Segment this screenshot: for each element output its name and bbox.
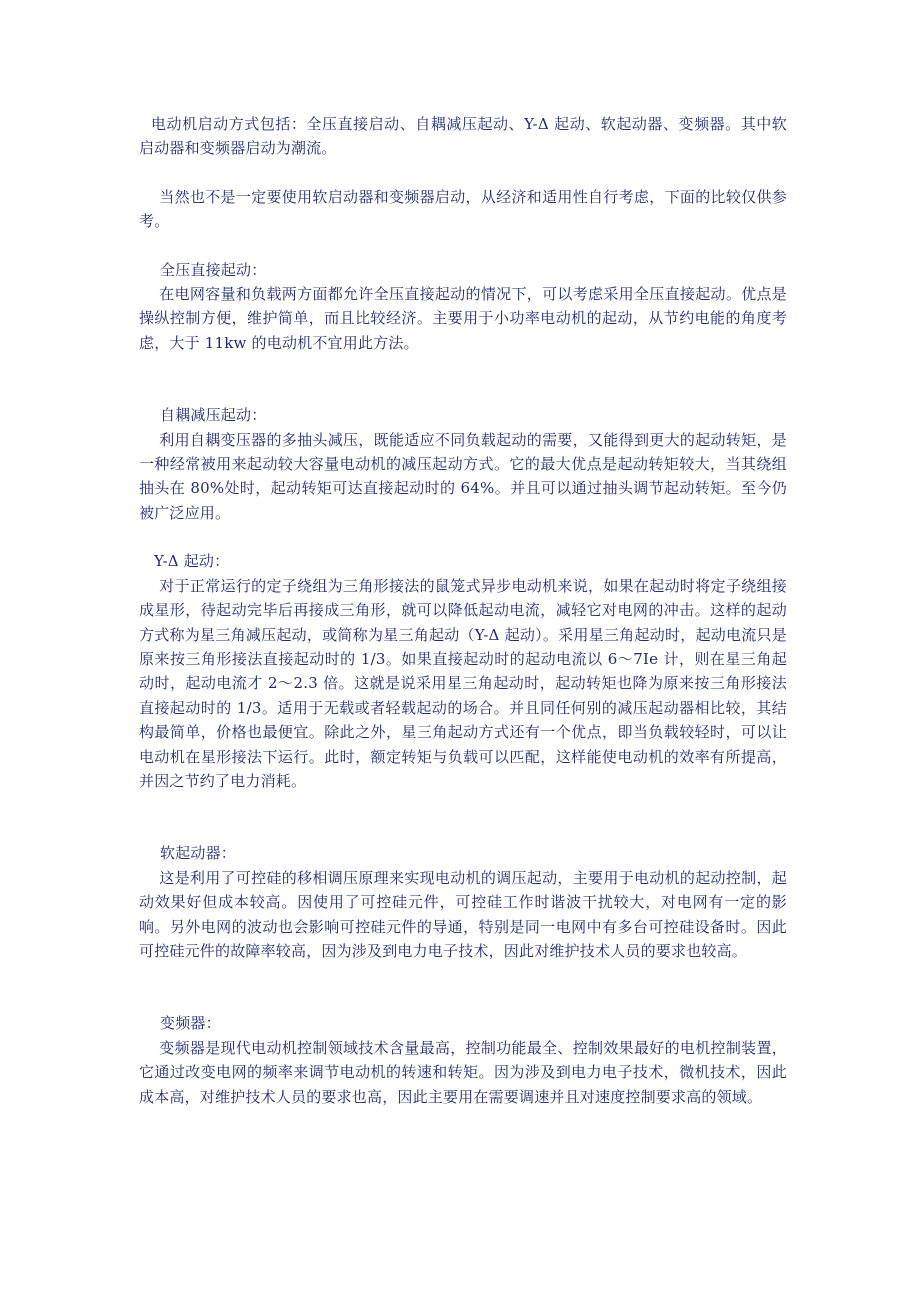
section-heading-vfd: 变频器： [160, 1014, 221, 1033]
section-body-autotransformer: 利用自耦变压器的多抽头减压，既能适应不同负载起动的需要，又能得到更大的起动转矩，是一种经常被用来起动较大容量电动机的减压起动方式。它的最大优点是起动转矩较大，当其绕组抽头在 80%处时，起动转矩可达直接起动时的 64%。并且可以通过抽头调节起动转矩。至今仍被广泛应用。 [139, 430, 787, 522]
section-body-star-delta: 对于正常运行的定子绕组为三角形接法的鼠笼式异步电动机来说，如果在起动时将定子绕组接成星形，待起动完毕后再接成三角形，就可以降低起动电流，减轻它对电网的冲击。这样的起动方式称为星三角减压起动，或简称为星三角起动（Y-Δ 起动）。采用星三角起动时，起动电流只是原来按三角形接法直接起动时的 1/3。如果直接起动时的起动电流以 6～7Ie 计，则在星三角起动时，起动电流才 2～2.3 倍。这就是说采用星三角起动时，起动转矩也降为原来按三角形接法直接起动时的 1/3。适用于无载或者轻载起动的场合。并且同任何别的减压起动器相比较，其结构最简单，价格也最便宜。除此之外，星三角起动方式还有一个优点，即当负载较轻时，可以让电动机在星形接法下运行。此时，额定转矩与负载可以匹配，这样能使电动机的效率有所提高，并因之节约了电力消耗。 [139, 576, 787, 790]
spacer [139, 793, 787, 841]
section-heading-autotransformer: 自耦减压起动： [160, 406, 267, 425]
spacer [139, 355, 787, 403]
section-body-vfd: 变频器是现代电动机控制领域技术含量最高，控制功能最全、控制效果最好的电机控制装置，它通过改变电网的频率来调节电动机的转速和转矩。因为涉及到电力电子技术，微机技术，因此成本高，对维护技术人员的要求也高，因此主要用在需要调速并且对速度控制要求高的领域。 [139, 1038, 787, 1106]
section-heading-star-delta: Y-Δ 起动： [154, 552, 230, 571]
spacer [139, 525, 787, 549]
intro-note-paragraph: 当然也不是一定要使用软启动器和变频器启动，从经济和适用性自行考虑，下面的比较仅供参考。 [139, 187, 787, 231]
section-heading-soft-starter: 软起动器： [160, 844, 237, 863]
spacer [139, 234, 787, 258]
intro-paragraph: 电动机启动方式包括：全压直接启动、自耦减压起动、Y-Δ 起动、软起动器、变频器。其中软启动器和变频器启动为潮流。 [139, 115, 787, 158]
section-heading-direct-start: 全压直接起动： [160, 260, 267, 279]
spacer [139, 963, 787, 1011]
spacer [139, 161, 787, 185]
section-body-direct-start: 在电网容量和负载两方面都允许全压直接起动的情况下，可以考虑采用全压直接起动。优点是操纵控制方便，维护简单，而且比较经济。主要用于小功率电动机的起动，从节约电能的角度考虑，大于 11kw 的电动机不宜用此方法。 [139, 285, 787, 352]
document-page [139, 112, 787, 1109]
section-body-soft-starter: 这是利用了可控硅的移相调压原理来实现电动机的调压起动，主要用于电动机的起动控制，起动效果好但成本较高。因使用了可控硅元件，可控硅工作时谐波干扰较大，对电网有一定的影响。另外电网的波动也会影响可控硅元件的导通，特别是同一电网中有多台可控硅设备时。因此可控硅元件的故障率较高，因为涉及到电力电子技术，因此对维护技术人员的要求也较高。 [139, 868, 787, 960]
